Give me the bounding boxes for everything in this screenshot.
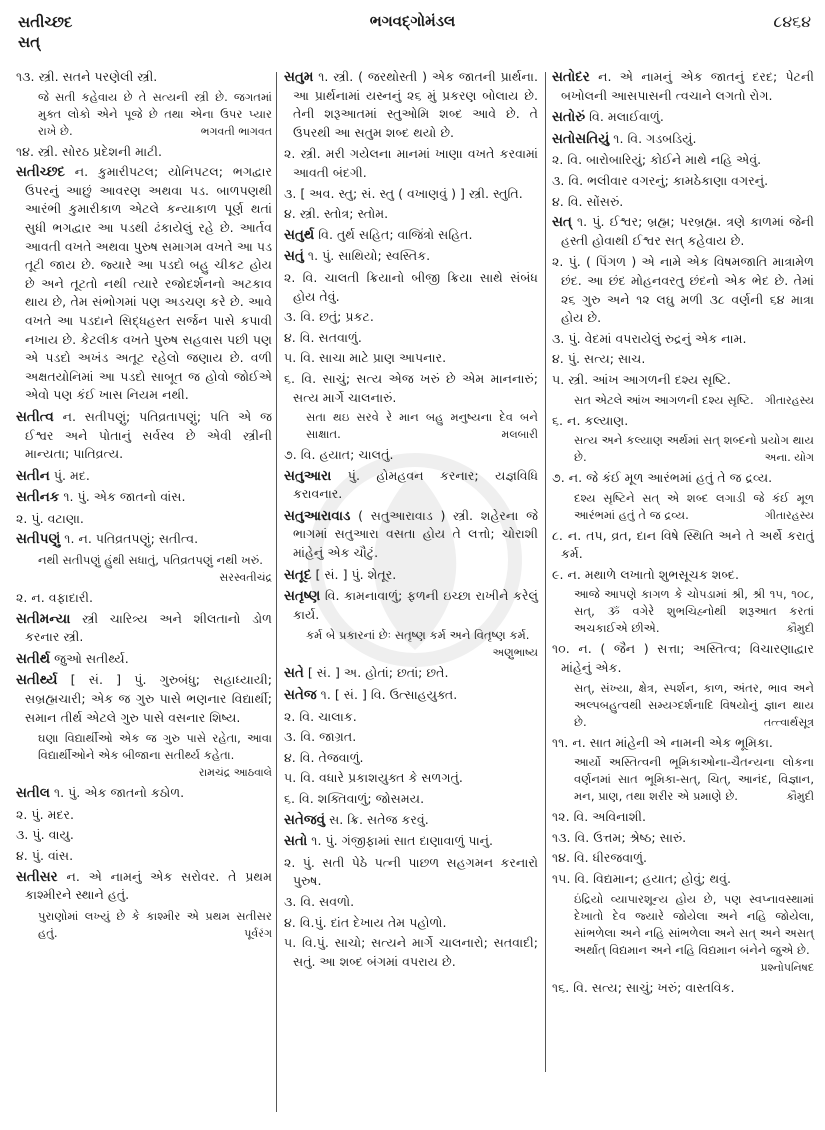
guide-word-bottom: સત્ bbox=[18, 33, 41, 51]
citation-quote bbox=[552, 392, 814, 409]
entry-definition: ૧. [ સં. ] વિ. ઉત્સાહયુક્ત. bbox=[316, 687, 458, 703]
dictionary-entry bbox=[552, 108, 814, 127]
entry-headword: સતીલ bbox=[16, 785, 50, 802]
entry-definition: સ્ત્રી ચારિત્ર્ય અને શીલતાનો ડોળ કરનાર સ્ત્રી. bbox=[25, 610, 272, 645]
sense-definition: ૪. પું. સત્ય; સાચ. bbox=[552, 351, 646, 367]
sense-definition: ૭. વિ. હયાત; ચાલતું. bbox=[284, 447, 394, 463]
sense-definition: ૩. વિ. છતું; પ્રકટ. bbox=[284, 309, 374, 325]
sense-definition: ૫. વિ. વધારે પ્રકાશયુક્ત કે સળગતું. bbox=[284, 770, 463, 786]
sense-definition: ૪. વિ.પું. દાંત દેખાય તેમ પહોળો. bbox=[284, 914, 447, 930]
dictionary-entry bbox=[552, 68, 814, 105]
sense-definition: ૩. વિ. ભલીવાર વગરનું; કામઠેકાણા વગરનું. bbox=[552, 172, 769, 188]
quote-source: પ્રશ્નોપનિષદ bbox=[760, 960, 814, 974]
entry-definition: ૧. પું. ઈશ્વર; બ્રહ્મ; પરબ્રહ્મ. ત્રણે કાળમાં જેની હસ્તી હોવાથી ઈશ્વર સત્ કહેવાય છે. bbox=[561, 214, 814, 248]
sense-definition: ૧૨. વિ. અવિનાશી. bbox=[552, 809, 647, 825]
entry-headword: સત્ bbox=[552, 214, 572, 231]
entry-definition: પું. હોમહવન કરનાર; યજ્ઞવિધિ કરાવનાર. bbox=[293, 467, 538, 502]
entry-definition: ન. એ નામનું એક જાતનું દરદ; પેટની બખોલની આસપાસની ત્વચાને લગતો રોગ. bbox=[561, 69, 814, 103]
citation-quote bbox=[16, 730, 272, 781]
citation-quote bbox=[552, 432, 814, 466]
entry-definition: ન. કુમારીપટલ; યોનિપટલ; ભગદ્વાર ઉપરનું આછું આવરણ અથવા પડ. બાળપણથી આરંભી કુમારીકાળ એટલે કન્યાકાળ પૂર્ણ થતાં સુધી ભગદ્વાર આ પડથી ઢંકાયેલું રહે છે. આર્તવ આવતી વખતે અથવા પુરુષ સમાગમ વખતે આ પડ તૂટી જાય છે. જ્યારે આ પડદો બહુ ચીકટ હોય છે અને તૂટતો નથી ત્યારે રજોદર્શનનો અટકાવ થાય છે, તેમ સંભોગમાં પણ અડચણ કરે છે. આવે વખતે આ પડદાને સિદ્ધહસ્ત સર્જન પાસે કપાવી નખાય છે. કેટલીક વખતે પુરુષ સહવાસ પછી પણ એ પડદો અખંડ અતૂટ રહેલો જણાય છે. વળી અક્ષતયોનિમાં આ પડદો સાબૂત જ હોવો જોઈએ એવો પણ કંઈ ખાસ નિયમ નથી. bbox=[25, 164, 272, 403]
entry-headword: સતીનક bbox=[16, 489, 60, 506]
sense-definition: ૯. ન. મથાળે લખાતો શુભસૂચક શબ્દ. bbox=[552, 566, 739, 582]
dictionary-entry bbox=[16, 488, 272, 507]
sense-definition: ૨. સ્ત્રી. મરી ગયેલના માનમાં ખાણા વખતે કરવામાં આવતી બંદગી. bbox=[284, 146, 538, 180]
quote-text: સત એટલે આંખ આગળની દશ્ય સૃષ્ટિ. bbox=[574, 392, 754, 407]
citation-quote bbox=[16, 89, 272, 140]
entry-definition: વિ. કામનાવાળું; ફળની ઇચ્છા રાખીને કરેલું કાર્ય. bbox=[293, 588, 538, 622]
entry-definition: ( સતુઆરાવાડ ) સ્ત્રી. શહેરના જે ભાગમાં સતુઆરા વસતા હોય તે લત્તો; ચોરાશી માંહેનું એક ચૌટું. bbox=[293, 507, 538, 561]
quote-text: સત્ય અને કલ્યાણ અર્થમાં સત્ શબ્દનો પ્રયોગ થાય છે. bbox=[574, 433, 814, 465]
quote-source: અના. યોગ bbox=[764, 451, 814, 465]
sense-definition: ૨. ન. વફાદારી. bbox=[16, 590, 93, 606]
entry-definition: ૧. ન. પતિવ્રતપણું; સતીત્વ. bbox=[60, 531, 199, 547]
entry-definition: ૧. પું. એક જાતનો વાંસ. bbox=[59, 489, 186, 505]
entry-headword: સતુમ bbox=[284, 69, 314, 85]
dictionary-entry bbox=[284, 664, 538, 683]
quote-source: સરસ્વતીચંદ્ર bbox=[219, 571, 272, 585]
entry-headword: સતોરું bbox=[552, 109, 586, 126]
sense-definition: ૪. વિ. તેજવાળું. bbox=[284, 749, 364, 765]
entry-definition: વિ. મલાઈવાળું. bbox=[585, 109, 664, 125]
sense-definition: ૫. વિ. સાચા માટે પ્રાણ આપનાર. bbox=[284, 350, 447, 366]
entry-definition: [ સં. ] પું. શેતૂર. bbox=[311, 566, 397, 582]
quote-text: આર્યો અસ્તિત્વની ભૂમિકાઓના-ચૈતન્યના લોકના વર્ણનમાં સાત ભૂમિકા-સત્, ચિત્, આનંદ, વિજ્ઞાન, મન, પ્રાણ, તથા શરીર એ પ્રમાણે છે. bbox=[574, 755, 814, 804]
quote-source: ગીતારહસ્ય bbox=[764, 393, 814, 407]
dictionary-entry bbox=[552, 130, 814, 149]
entry-headword: સતીર્થ bbox=[16, 650, 51, 667]
quote-text: જે સતી કહેવાય છે તે સત્યની સ્ત્રી છે. જગતમાં મુક્ત લોકો એને પૂજે છે તથા એના ઉપર પ્યાર રાખે છે. bbox=[38, 89, 272, 138]
quote-source: પૂર્વરંગ bbox=[244, 926, 272, 940]
quote-text: ઇંદ્રિયો વ્યાપારશૂન્ય હોય છે, પણ સ્વપ્નાવસ્થામાં દેખાતો દેવ જ્યારે જોયેલા અને નહિ જોયેલા, સાંભળેલા અને નહિ સાંભળેલા અને સત્ અને અસત્ અર્થાત્ વિદ્યમાન અને નહિ વિદ્યમાન બંનેને જુએ છે. bbox=[574, 891, 814, 957]
entry-headword: સતું bbox=[284, 248, 304, 265]
column-divider bbox=[545, 72, 546, 1072]
dictionary-entry bbox=[16, 530, 272, 549]
dictionary-entry bbox=[16, 650, 272, 669]
dictionary-entry bbox=[284, 507, 538, 563]
dictionary-entry bbox=[16, 610, 272, 647]
dictionary-entry bbox=[284, 686, 538, 705]
citation-quote bbox=[552, 490, 814, 524]
sense-definition: ૮. ન. તપ, વ્રત, દાન વિષે સ્થિતિ અને તે અર્થે કરાતું કર્મ. bbox=[552, 527, 814, 562]
sense-definition: ૨. પું. ( પિંગળ ) એ નામે એક વિષમજાતિ માત્રામેળ છંદ. આ છંદ મોહનવરતુ છંદનો એક ભેદ છે. તેમાં ૨૬ ગુરુ અને ૧૨ લઘુ મળી ૩૮ વર્ણની ૬૪ માત્રા હોય છે. bbox=[552, 254, 814, 326]
sense-definition: ૧૩. વિ. ઉત્તમ; શ્રેષ્ઠ; સારું. bbox=[552, 829, 687, 845]
entry-headword: સતૂદ bbox=[284, 566, 312, 583]
sense-definition: ૬. વિ. શક્તિવાળું; જોસમય. bbox=[284, 791, 425, 806]
dictionary-entry bbox=[552, 213, 814, 250]
quote-source: કૌમુદી bbox=[786, 622, 814, 636]
entry-headword: સતીત્વ bbox=[16, 408, 54, 425]
quote-source: કૌમુદી bbox=[786, 790, 814, 804]
entry-definition: ૧. પું. એક જાતનો કઠોળ. bbox=[49, 785, 185, 801]
dictionary-entry bbox=[284, 587, 538, 624]
entry-headword: સતેજવું bbox=[284, 811, 326, 828]
citation-quote bbox=[552, 586, 814, 637]
entry-headword: સતુઆરા bbox=[284, 467, 332, 484]
quote-text: ઘણા વિદ્યાર્થીઓ એક જ ગુરુ પાસે રહેતા, આવા વિદ્યાર્થીઓને એક બીજાના સતીર્થ્ય કહેતા. bbox=[38, 731, 272, 763]
entry-headword: સતૃષ્ણ bbox=[284, 588, 321, 605]
citation-quote bbox=[16, 552, 272, 586]
sense-definition: ૪. વિ. સોંસરું. bbox=[552, 193, 624, 209]
dictionary-entry bbox=[284, 832, 538, 851]
sense-definition: ૨. વિ. ચાલતી ક્રિયાનો બીજી ક્રિયા સાથે સંબંધ હોય તેવું. bbox=[284, 269, 538, 304]
sense-definition: ૧૫. વિ. વિદ્યમાન; હયાત; હોવું; થવું. bbox=[552, 871, 732, 887]
entry-definition: [ સં. ] પું. ગુરુબંધુ; સહાધ્યાયી; સબ્રહ્મચારી; એક જ ગુરુ પાસે ભણનાર વિદ્યાર્થી; સમાન તીર્થ એટલે ગુરુ પાસે વસનાર શિષ્ય. bbox=[25, 672, 272, 725]
sense-definition: ૩. પું. વાયુ. bbox=[16, 827, 74, 843]
quote-text: સત્, સંખ્યા, ક્ષેત્ર, સ્પર્શન, કાળ, અંતર, ભાવ અને અલ્પબહુત્વથી સમ્યગ્દર્શનાદિ વિષયોનું જ્ઞાન થાય છે. bbox=[574, 680, 814, 729]
sense-definition: ૩. [ અવ. સ્તુ; સં. સ્તુ ( વખાણવું ) ] સ્ત્રી. સ્તુતિ. bbox=[284, 185, 523, 201]
sense-definition: ૨. પું. સતી પેઠે પત્ની પાછળ સહગમન કરનારો પુરુષ. bbox=[284, 854, 538, 889]
entry-headword: સતોસતિયું bbox=[552, 130, 610, 147]
sense-definition: ૬. ન. કલ્યાણ. bbox=[552, 412, 629, 428]
entry-headword: સતીચ્છદ bbox=[16, 164, 65, 181]
sense-definition: ૬. વિ. સાચું; સત્ય એજ ખરું છે એમ માનનારું; સત્ય માર્ગે ચાલનારું. bbox=[284, 370, 538, 405]
dictionary-entry bbox=[16, 408, 272, 464]
quote-source: ભગવતી ભાગવત bbox=[200, 124, 272, 138]
sense-definition: ૧૪. સ્ત્રી. સોરઠ પ્રદેશની માટી. bbox=[16, 143, 163, 159]
sense-definition: ૪. સ્ત્રી. સ્તોત્ર; સ્તોમ. bbox=[284, 206, 389, 222]
quote-text: નથી સતીપણું હુંથી સધાતું, પતિવ્રતપણું નથી ખરું. bbox=[38, 553, 263, 568]
citation-quote bbox=[16, 908, 272, 942]
entry-definition: ન. એ નામનું એક સરોવર. તે પ્રથમ કાશ્મીરને સ્થાને હતું. bbox=[25, 868, 272, 903]
sense-definition: ૫. વિ.પું. સાચો; સત્યને માર્ગે ચાલનારો; સતવાદી; સતું. આ શબ્દ બંગમાં વપરાય છે. bbox=[284, 935, 538, 969]
sense-definition: ૨. પું. મદર. bbox=[16, 806, 75, 822]
citation-quote bbox=[284, 627, 538, 661]
page-title: ભગવદ્ગોમંડલ bbox=[369, 12, 456, 30]
citation-quote bbox=[552, 754, 814, 805]
sense-definition: ૧૦. ન. ( જૈન ) સત્તા; અસ્તિત્વ; વિચારણાદ્વાર માંહેનું એક. bbox=[552, 641, 814, 676]
column-divider bbox=[276, 72, 277, 1112]
entry-headword: સતુઆરાવાડ bbox=[284, 507, 351, 524]
dictionary-entry bbox=[16, 784, 272, 803]
sense-definition: ૧૪. વિ. ધીરજવાળું. bbox=[552, 850, 648, 866]
entry-headword: સતીન bbox=[16, 467, 50, 484]
entry-headword: સતીર્થ્ય bbox=[16, 672, 58, 689]
entry-headword: સતે bbox=[284, 665, 304, 682]
page-number: ૮૪૬૪ bbox=[773, 12, 811, 31]
entry-headword: સતેજ bbox=[284, 687, 317, 704]
quote-text: આજે આપણે કાગળ કે ચોપડામાં શ્રી, શ્રી ૧૫, ૧૦૮, સત્, ૐ વગેરે શુભચિહ્નોથી શરૂઆત કરતાં અચકાઈએ છીએ. bbox=[574, 587, 814, 636]
quote-source: ગીતારહસ્ય bbox=[764, 508, 814, 522]
quote-source: રામચંદ્ર આઠવાલે bbox=[198, 766, 272, 780]
sense-definition: ૩. પું. વેદમાં વપરાયેલું રુદ્રનું એક નામ. bbox=[552, 330, 747, 346]
citation-quote bbox=[284, 409, 538, 443]
dictionary-entry bbox=[284, 226, 538, 245]
entry-definition: ૧. વિ. ગડબડિયું. bbox=[609, 130, 697, 146]
sense-definition: ૧૬. વિ. સત્ય; સાચું; ખરું; વાસ્તવિક. bbox=[552, 979, 735, 995]
column-right bbox=[552, 68, 814, 999]
entry-definition: વિ. તુર્થ સહિત; વાજિંત્રો સહિત. bbox=[314, 226, 473, 242]
citation-quote bbox=[552, 891, 814, 976]
entry-definition: [ સં. ] અ. હોતાં; છતાં; છતે. bbox=[303, 665, 449, 681]
guide-word-top: સતીચ્છદ bbox=[18, 13, 73, 31]
entry-headword: સતીમન્યા bbox=[16, 610, 71, 627]
column-left bbox=[16, 68, 272, 945]
sense-definition: ૨. વિ. બારોબારિયું; કોઈને માથે નહિ એવું. bbox=[552, 152, 762, 168]
entry-headword: સતુર્થ bbox=[284, 226, 315, 243]
entry-definition: ૧. પું. સાથિયો; સ્વસ્તિક. bbox=[303, 248, 431, 264]
dictionary-entry bbox=[16, 467, 272, 486]
entry-definition: ૧. સ્ત્રી. ( જરથોસ્તી ) એક જાતની પ્રાર્થના. આ પ્રાર્થનામાં યસ્નનું ૨૬ મું પ્રકરણ બોલાય છે. તેની શરૂઆતમાં સ્તુઓમિ શબ્દ આવે છે. તે ઉપરથી આ સતુમ શબ્દ થયો છે. bbox=[293, 69, 538, 140]
sense-definition: ૪. વિ. સતવાળું. bbox=[284, 329, 362, 345]
sense-definition: ૨. વિ. ચાલાક. bbox=[284, 708, 357, 724]
entry-definition: જુઓ સતીર્થ્ય. bbox=[50, 650, 129, 666]
entry-headword: સતો bbox=[284, 833, 308, 850]
dictionary-entry bbox=[16, 163, 272, 405]
quote-source: મલબારી bbox=[501, 428, 538, 442]
quote-source: અણુભાષ્ય bbox=[492, 646, 538, 660]
sense-definition: ૪. પું. વાંસ. bbox=[16, 848, 74, 863]
entry-headword: સતોદર bbox=[552, 69, 590, 85]
quote-source: તત્ત્વાર્થસૂત્ર bbox=[763, 715, 814, 729]
dictionary-entry bbox=[284, 811, 538, 830]
dictionary-entry bbox=[284, 566, 538, 585]
sense-definition: ૭. ન. જે કંઈ મૂળ આરંભમાં હતું તે જ દ્રવ્ય. bbox=[552, 470, 773, 486]
entry-headword: સતીપણું bbox=[16, 531, 61, 548]
quote-text: સતા થઇ સરવે રે માન બહુ મનુષ્યના દેવ બને સાક્ષાત. bbox=[306, 410, 538, 442]
quote-text: પુરાણોમાં લખ્યું છે કે કાશ્મીર એ પ્રથમ સતીસર હતું. bbox=[38, 908, 272, 940]
dictionary-entry bbox=[16, 868, 272, 905]
dictionary-entry bbox=[284, 247, 538, 266]
citation-quote bbox=[552, 680, 814, 731]
dictionary-entry bbox=[284, 68, 538, 142]
entry-definition: પું. મદ. bbox=[49, 467, 90, 483]
quote-text: કર્મ બે પ્રકારનાં છેઃ સતૃષ્ણ કર્મ અને વિતૃષ્ણ કર્મ. bbox=[306, 628, 530, 643]
dictionary-entry bbox=[284, 467, 538, 504]
sense-definition: ૧૩. સ્ત્રી. સતને પરણેલી સ્ત્રી. bbox=[16, 69, 158, 84]
sense-definition: ૫. સ્ત્રી. આંખ આગળની દશ્ય સૃષ્ટિ. bbox=[552, 371, 731, 387]
entry-headword: સતીસર bbox=[16, 868, 58, 885]
column-middle bbox=[284, 68, 538, 973]
quote-text: દશ્ય સૃષ્ટિને સત્ એ શબ્દ લગાડી જે કંઈ મૂળ આરંભમાં હતું તે જ દ્રવ્ય. bbox=[574, 490, 814, 522]
sense-definition: ૩. વિ. સવળો. bbox=[284, 893, 355, 909]
dictionary-entry bbox=[16, 671, 272, 727]
sense-definition: ૧૧. ન. સાત માંહેની એ નામની એક ભૂમિકા. bbox=[552, 734, 773, 750]
entry-definition: ૧. પું. ગંજીફામાં સાત દાણાવાળું પાનું. bbox=[307, 833, 494, 849]
sense-definition: ૨. પું. વટાણા. bbox=[16, 510, 84, 526]
sense-definition: ૩. વિ. જાગ્રત. bbox=[284, 729, 357, 745]
entry-definition: ન. સતીપણું; પતિવ્રતાપણું; પતિ એ જ ઈશ્વર અને પોતાનું સર્વસ્વ છે એવી સ્ત્રીની માન્યતા; પાતિવ્રત્ય. bbox=[25, 408, 272, 462]
entry-definition: સ. ક્રિ. સતેજ કરવું. bbox=[325, 811, 429, 827]
